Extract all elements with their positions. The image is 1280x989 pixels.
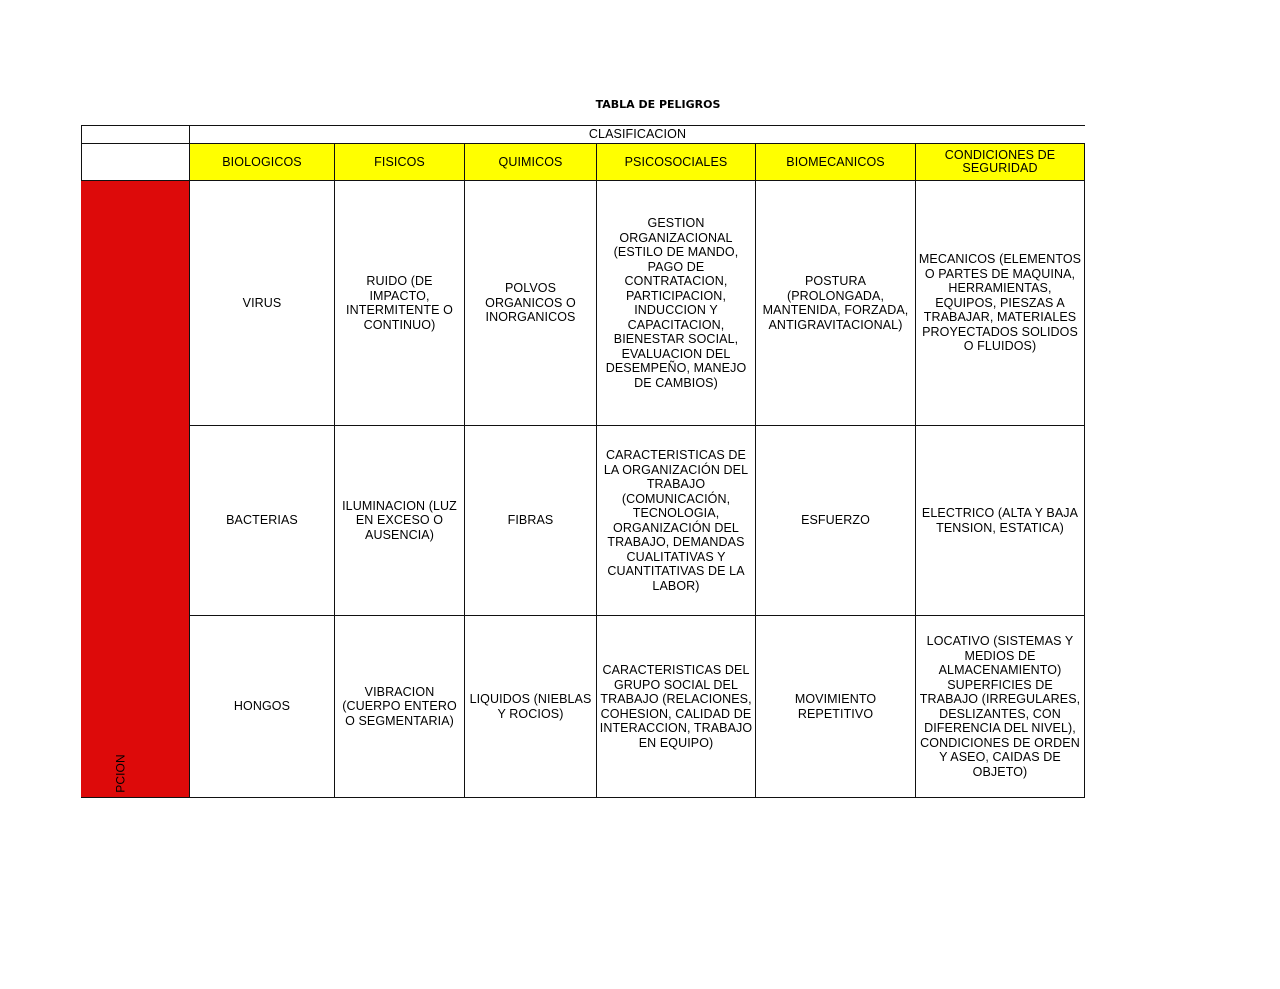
table-cell: POSTURA (PROLONGADA, MANTENIDA, FORZADA, ANTIGRAVITACIONAL)	[756, 181, 916, 426]
table-cell: CARACTERISTICAS DE LA ORGANIZACIÓN DEL TRABAJO (COMUNICACIÓN, TECNOLOGIA, ORGANIZACIÓN DEL TRABAJO, DEMANDAS CUALITATIVAS Y CUANTITATIVAS DE LA LABOR)	[597, 426, 756, 616]
table-cell: HONGOS	[190, 616, 335, 798]
table-cell: MOVIMIENTO REPETITIVO	[756, 616, 916, 798]
corner-cell-bottom	[81, 144, 190, 181]
table-cell: RUIDO (DE IMPACTO, INTERMITENTE O CONTINUO)	[335, 181, 465, 426]
table-cell: VIBRACION (CUERPO ENTERO O SEGMENTARIA)	[335, 616, 465, 798]
table-cell: ESFUERZO	[756, 426, 916, 616]
table-cell: POLVOS ORGANICOS O INORGANICOS	[465, 181, 597, 426]
table-cell: VIRUS	[190, 181, 335, 426]
table-cell: LIQUIDOS (NIEBLAS Y ROCIOS)	[465, 616, 597, 798]
table-cell: MECANICOS (ELEMENTOS O PARTES DE MAQUINA, HERRAMIENTAS, EQUIPOS, PIESZAS A TRABAJAR, MATERIALES PROYECTADOS SOLIDOS O FLUIDOS)	[916, 181, 1085, 426]
col-header-fisicos: FISICOS	[335, 144, 465, 181]
table-cell: LOCATIVO (SISTEMAS Y MEDIOS DE ALMACENAMIENTO) SUPERFICIES DE TRABAJO (IRREGULARES, DESLIZANTES, CON DIFERENCIA DEL NIVEL), CONDICIONES DE ORDEN Y ASEO, CAIDAS DE OBJETO)	[916, 616, 1085, 798]
table-cell: ILUMINACION (LUZ EN EXCESO O AUSENCIA)	[335, 426, 465, 616]
side-category-cell	[81, 181, 190, 798]
side-category-label: PCION	[113, 753, 128, 793]
col-header-biomecanicos: BIOMECANICOS	[756, 144, 916, 181]
table-cell: CARACTERISTICAS DEL GRUPO SOCIAL DEL TRABAJO (RELACIONES, COHESION, CALIDAD DE INTERACCION, TRABAJO EN EQUIPO)	[597, 616, 756, 798]
corner-cell-top	[81, 125, 190, 144]
col-header-condiciones-de-seguridad: CONDICIONES DE SEGURIDAD	[916, 144, 1085, 181]
table-cell: FIBRAS	[465, 426, 597, 616]
table-cell: GESTION ORGANIZACIONAL (ESTILO DE MANDO, PAGO DE CONTRATACION, PARTICIPACION, INDUCCION Y CAPACITACION, BIENESTAR SOCIAL, EVALUACION DEL DESEMPEÑO, MANEJO DE CAMBIOS)	[597, 181, 756, 426]
col-header-psicosociales: PSICOSOCIALES	[597, 144, 756, 181]
group-header: CLASIFICACION	[190, 125, 1085, 144]
hazard-table	[81, 125, 1085, 798]
table-cell: BACTERIAS	[190, 426, 335, 616]
table-cell: ELECTRICO (ALTA Y BAJA TENSION, ESTATICA)	[916, 426, 1085, 616]
page-title: TABLA DE PELIGROS	[595, 98, 721, 111]
col-header-biologicos: BIOLOGICOS	[190, 144, 335, 181]
col-header-quimicos: QUIMICOS	[465, 144, 597, 181]
